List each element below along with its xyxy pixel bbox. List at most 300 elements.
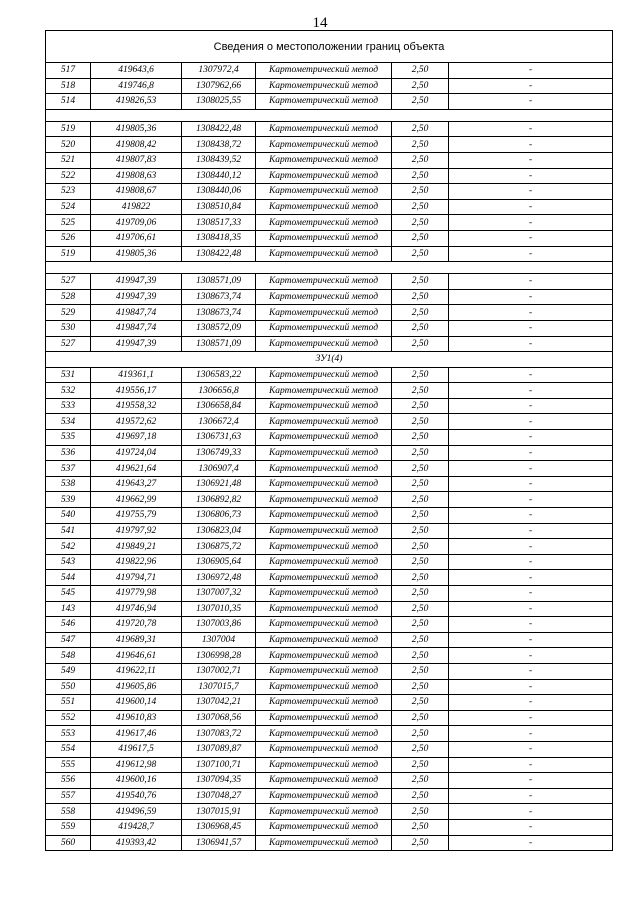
point-number-cell: 550 bbox=[46, 679, 91, 695]
table-row bbox=[46, 184, 613, 200]
method-cell: Картометрический метод bbox=[256, 152, 392, 168]
section-separator bbox=[46, 109, 613, 121]
method-cell: Картометрический метод bbox=[256, 398, 392, 414]
description-cell: - bbox=[449, 773, 613, 789]
accuracy-cell: 2,50 bbox=[392, 757, 449, 773]
section-separator bbox=[46, 262, 613, 274]
method-cell: Картометрический метод bbox=[256, 679, 392, 695]
accuracy-cell: 2,50 bbox=[392, 199, 449, 215]
method-cell: Картометрический метод bbox=[256, 184, 392, 200]
description-cell: - bbox=[449, 137, 613, 153]
y-coordinate-cell: 1307004 bbox=[182, 632, 256, 648]
x-coordinate-cell: 419755,79 bbox=[91, 508, 182, 524]
point-number-cell: 552 bbox=[46, 710, 91, 726]
description-cell: - bbox=[449, 679, 613, 695]
y-coordinate-cell: 1307002,71 bbox=[182, 663, 256, 679]
accuracy-cell: 2,50 bbox=[392, 230, 449, 246]
table-row bbox=[46, 788, 613, 804]
method-cell: Картометрический метод bbox=[256, 601, 392, 617]
x-coordinate-cell: 419807,83 bbox=[91, 152, 182, 168]
x-coordinate-cell: 419947,39 bbox=[91, 289, 182, 305]
method-cell: Картометрический метод bbox=[256, 246, 392, 262]
x-coordinate-cell: 419610,83 bbox=[91, 710, 182, 726]
method-cell: Картометрический метод bbox=[256, 835, 392, 851]
method-cell: Картометрический метод bbox=[256, 367, 392, 383]
method-cell: Картометрический метод bbox=[256, 78, 392, 94]
point-number-cell: 560 bbox=[46, 835, 91, 851]
method-cell: Картометрический метод bbox=[256, 430, 392, 446]
accuracy-cell: 2,50 bbox=[392, 215, 449, 231]
table-row bbox=[46, 804, 613, 820]
method-cell: Картометрический метод bbox=[256, 63, 392, 79]
point-number-cell: 538 bbox=[46, 476, 91, 492]
accuracy-cell: 2,50 bbox=[392, 663, 449, 679]
point-number-cell: 554 bbox=[46, 741, 91, 757]
y-coordinate-cell: 1308572,09 bbox=[182, 320, 256, 336]
method-cell: Картометрический метод bbox=[256, 199, 392, 215]
accuracy-cell: 2,50 bbox=[392, 367, 449, 383]
x-coordinate-cell: 419643,27 bbox=[91, 476, 182, 492]
method-cell: Картометрический метод bbox=[256, 492, 392, 508]
table-row bbox=[46, 336, 613, 352]
table-row bbox=[46, 121, 613, 137]
accuracy-cell: 2,50 bbox=[392, 601, 449, 617]
accuracy-cell: 2,50 bbox=[392, 137, 449, 153]
description-cell: - bbox=[449, 601, 613, 617]
section-label-row bbox=[46, 352, 613, 368]
method-cell: Картометрический метод bbox=[256, 523, 392, 539]
accuracy-cell: 2,50 bbox=[392, 430, 449, 446]
x-coordinate-cell: 419617,46 bbox=[91, 726, 182, 742]
point-number-cell: 526 bbox=[46, 230, 91, 246]
method-cell: Картометрический метод bbox=[256, 289, 392, 305]
table-row bbox=[46, 554, 613, 570]
method-cell: Картометрический метод bbox=[256, 215, 392, 231]
x-coordinate-cell: 419496,59 bbox=[91, 804, 182, 820]
table-row bbox=[46, 383, 613, 399]
description-cell: - bbox=[449, 78, 613, 94]
point-number-cell: 519 bbox=[46, 121, 91, 137]
y-coordinate-cell: 1306583,22 bbox=[182, 367, 256, 383]
method-cell: Картометрический метод bbox=[256, 168, 392, 184]
accuracy-cell: 2,50 bbox=[392, 804, 449, 820]
table-row bbox=[46, 617, 613, 633]
point-number-cell: 531 bbox=[46, 367, 91, 383]
description-cell: - bbox=[449, 430, 613, 446]
y-coordinate-cell: 1306907,4 bbox=[182, 461, 256, 477]
y-coordinate-cell: 1308673,74 bbox=[182, 289, 256, 305]
boundary-coordinates-table bbox=[45, 30, 613, 851]
method-cell: Картометрический метод bbox=[256, 414, 392, 430]
description-cell: - bbox=[449, 695, 613, 711]
table-row bbox=[46, 320, 613, 336]
accuracy-cell: 2,50 bbox=[392, 414, 449, 430]
point-number-cell: 545 bbox=[46, 586, 91, 602]
point-number-cell: 521 bbox=[46, 152, 91, 168]
method-cell: Картометрический метод bbox=[256, 773, 392, 789]
table-row bbox=[46, 398, 613, 414]
method-cell: Картометрический метод bbox=[256, 508, 392, 524]
method-cell: Картометрический метод bbox=[256, 539, 392, 555]
description-cell: - bbox=[449, 320, 613, 336]
table-row bbox=[46, 523, 613, 539]
y-coordinate-cell: 1307100,71 bbox=[182, 757, 256, 773]
x-coordinate-cell: 419805,36 bbox=[91, 121, 182, 137]
description-cell: - bbox=[449, 230, 613, 246]
y-coordinate-cell: 1307083,72 bbox=[182, 726, 256, 742]
y-coordinate-cell: 1306892,82 bbox=[182, 492, 256, 508]
accuracy-cell: 2,50 bbox=[392, 617, 449, 633]
description-cell: - bbox=[449, 94, 613, 110]
table-row bbox=[46, 695, 613, 711]
x-coordinate-cell: 419808,63 bbox=[91, 168, 182, 184]
method-cell: Картометрический метод bbox=[256, 383, 392, 399]
y-coordinate-cell: 1306731,63 bbox=[182, 430, 256, 446]
description-cell: - bbox=[449, 152, 613, 168]
point-number-cell: 143 bbox=[46, 601, 91, 617]
point-number-cell: 514 bbox=[46, 94, 91, 110]
x-coordinate-cell: 419808,42 bbox=[91, 137, 182, 153]
point-number-cell: 527 bbox=[46, 336, 91, 352]
y-coordinate-cell: 1306749,33 bbox=[182, 445, 256, 461]
method-cell: Картометрический метод bbox=[256, 710, 392, 726]
point-number-cell: 536 bbox=[46, 445, 91, 461]
description-cell: - bbox=[449, 289, 613, 305]
table-row bbox=[46, 741, 613, 757]
y-coordinate-cell: 1306672,4 bbox=[182, 414, 256, 430]
point-number-cell: 517 bbox=[46, 63, 91, 79]
point-number-cell: 528 bbox=[46, 289, 91, 305]
description-cell: - bbox=[449, 648, 613, 664]
table-row bbox=[46, 367, 613, 383]
method-cell: Картометрический метод bbox=[256, 320, 392, 336]
method-cell: Картометрический метод bbox=[256, 741, 392, 757]
accuracy-cell: 2,50 bbox=[392, 570, 449, 586]
table-row bbox=[46, 492, 613, 508]
table-row bbox=[46, 601, 613, 617]
x-coordinate-cell: 419662,99 bbox=[91, 492, 182, 508]
x-coordinate-cell: 419794,71 bbox=[91, 570, 182, 586]
table-row bbox=[46, 679, 613, 695]
description-cell: - bbox=[449, 274, 613, 290]
table-row bbox=[46, 508, 613, 524]
y-coordinate-cell: 1306875,72 bbox=[182, 539, 256, 555]
x-coordinate-cell: 419947,39 bbox=[91, 274, 182, 290]
table-row bbox=[46, 835, 613, 851]
point-number-cell: 537 bbox=[46, 461, 91, 477]
accuracy-cell: 2,50 bbox=[392, 710, 449, 726]
y-coordinate-cell: 1306921,48 bbox=[182, 476, 256, 492]
y-coordinate-cell: 1308517,33 bbox=[182, 215, 256, 231]
method-cell: Картометрический метод bbox=[256, 554, 392, 570]
y-coordinate-cell: 1306823,04 bbox=[182, 523, 256, 539]
table-row bbox=[46, 199, 613, 215]
table-row bbox=[46, 445, 613, 461]
y-coordinate-cell: 1308422,48 bbox=[182, 121, 256, 137]
method-cell: Картометрический метод bbox=[256, 94, 392, 110]
table-row bbox=[46, 168, 613, 184]
y-coordinate-cell: 1306972,48 bbox=[182, 570, 256, 586]
x-coordinate-cell: 419600,16 bbox=[91, 773, 182, 789]
point-number-cell: 551 bbox=[46, 695, 91, 711]
accuracy-cell: 2,50 bbox=[392, 695, 449, 711]
description-cell: - bbox=[449, 804, 613, 820]
x-coordinate-cell: 419361,1 bbox=[91, 367, 182, 383]
method-cell: Картометрический метод bbox=[256, 804, 392, 820]
section-separator-row bbox=[46, 109, 613, 121]
table-row bbox=[46, 230, 613, 246]
point-number-cell: 540 bbox=[46, 508, 91, 524]
point-number-cell: 520 bbox=[46, 137, 91, 153]
section-separator-row bbox=[46, 262, 613, 274]
x-coordinate-cell: 419600,14 bbox=[91, 695, 182, 711]
table-row bbox=[46, 246, 613, 262]
x-coordinate-cell: 419612,98 bbox=[91, 757, 182, 773]
y-coordinate-cell: 1307015,91 bbox=[182, 804, 256, 820]
y-coordinate-cell: 1308439,52 bbox=[182, 152, 256, 168]
x-coordinate-cell: 419797,92 bbox=[91, 523, 182, 539]
x-coordinate-cell: 419605,86 bbox=[91, 679, 182, 695]
accuracy-cell: 2,50 bbox=[392, 63, 449, 79]
description-cell: - bbox=[449, 461, 613, 477]
description-cell: - bbox=[449, 476, 613, 492]
table-row bbox=[46, 586, 613, 602]
x-coordinate-cell: 419621,64 bbox=[91, 461, 182, 477]
accuracy-cell: 2,50 bbox=[392, 819, 449, 835]
point-number-cell: 525 bbox=[46, 215, 91, 231]
y-coordinate-cell: 1308571,09 bbox=[182, 274, 256, 290]
method-cell: Картометрический метод bbox=[256, 230, 392, 246]
description-cell: - bbox=[449, 554, 613, 570]
y-coordinate-cell: 1307007,32 bbox=[182, 586, 256, 602]
y-coordinate-cell: 1307094,35 bbox=[182, 773, 256, 789]
accuracy-cell: 2,50 bbox=[392, 554, 449, 570]
method-cell: Картометрический метод bbox=[256, 461, 392, 477]
x-coordinate-cell: 419746,94 bbox=[91, 601, 182, 617]
accuracy-cell: 2,50 bbox=[392, 539, 449, 555]
method-cell: Картометрический метод bbox=[256, 137, 392, 153]
method-cell: Картометрический метод bbox=[256, 476, 392, 492]
x-coordinate-cell: 419849,21 bbox=[91, 539, 182, 555]
method-cell: Картометрический метод bbox=[256, 617, 392, 633]
accuracy-cell: 2,50 bbox=[392, 586, 449, 602]
description-cell: - bbox=[449, 367, 613, 383]
table-row bbox=[46, 757, 613, 773]
y-coordinate-cell: 1307068,56 bbox=[182, 710, 256, 726]
description-cell: - bbox=[449, 523, 613, 539]
accuracy-cell: 2,50 bbox=[392, 152, 449, 168]
accuracy-cell: 2,50 bbox=[392, 398, 449, 414]
point-number-cell: 518 bbox=[46, 78, 91, 94]
point-number-cell: 549 bbox=[46, 663, 91, 679]
x-coordinate-cell: 419746,8 bbox=[91, 78, 182, 94]
point-number-cell: 532 bbox=[46, 383, 91, 399]
point-number-cell: 534 bbox=[46, 414, 91, 430]
method-cell: Картометрический метод bbox=[256, 336, 392, 352]
description-cell: - bbox=[449, 215, 613, 231]
point-number-cell: 544 bbox=[46, 570, 91, 586]
y-coordinate-cell: 1308418,35 bbox=[182, 230, 256, 246]
accuracy-cell: 2,50 bbox=[392, 246, 449, 262]
point-number-cell: 556 bbox=[46, 773, 91, 789]
description-cell: - bbox=[449, 336, 613, 352]
method-cell: Картометрический метод bbox=[256, 274, 392, 290]
table-row bbox=[46, 648, 613, 664]
y-coordinate-cell: 1307972,4 bbox=[182, 63, 256, 79]
description-cell: - bbox=[449, 508, 613, 524]
x-coordinate-cell: 419646,61 bbox=[91, 648, 182, 664]
point-number-cell: 559 bbox=[46, 819, 91, 835]
point-number-cell: 547 bbox=[46, 632, 91, 648]
x-coordinate-cell: 419558,32 bbox=[91, 398, 182, 414]
x-coordinate-cell: 419689,31 bbox=[91, 632, 182, 648]
y-coordinate-cell: 1307003,86 bbox=[182, 617, 256, 633]
accuracy-cell: 2,50 bbox=[392, 788, 449, 804]
point-number-cell: 548 bbox=[46, 648, 91, 664]
description-cell: - bbox=[449, 570, 613, 586]
method-cell: Картометрический метод bbox=[256, 586, 392, 602]
y-coordinate-cell: 1308673,74 bbox=[182, 305, 256, 321]
method-cell: Картометрический метод bbox=[256, 648, 392, 664]
point-number-cell: 557 bbox=[46, 788, 91, 804]
description-cell: - bbox=[449, 184, 613, 200]
table-row bbox=[46, 710, 613, 726]
accuracy-cell: 2,50 bbox=[392, 679, 449, 695]
x-coordinate-cell: 419540,76 bbox=[91, 788, 182, 804]
y-coordinate-cell: 1306998,28 bbox=[182, 648, 256, 664]
point-number-cell: 529 bbox=[46, 305, 91, 321]
table-row bbox=[46, 94, 613, 110]
x-coordinate-cell: 419822 bbox=[91, 199, 182, 215]
table-row bbox=[46, 570, 613, 586]
description-cell: - bbox=[449, 757, 613, 773]
x-coordinate-cell: 419720,78 bbox=[91, 617, 182, 633]
accuracy-cell: 2,50 bbox=[392, 320, 449, 336]
table-row bbox=[46, 305, 613, 321]
table-row bbox=[46, 726, 613, 742]
y-coordinate-cell: 1306941,57 bbox=[182, 835, 256, 851]
method-cell: Картометрический метод bbox=[256, 121, 392, 137]
page-number: 14 bbox=[312, 15, 328, 31]
accuracy-cell: 2,50 bbox=[392, 773, 449, 789]
description-cell: - bbox=[449, 383, 613, 399]
point-number-cell: 519 bbox=[46, 246, 91, 262]
table-row bbox=[46, 663, 613, 679]
method-cell: Картометрический метод bbox=[256, 788, 392, 804]
method-cell: Картометрический метод bbox=[256, 445, 392, 461]
method-cell: Картометрический метод bbox=[256, 757, 392, 773]
point-number-cell: 523 bbox=[46, 184, 91, 200]
accuracy-cell: 2,50 bbox=[392, 121, 449, 137]
description-cell: - bbox=[449, 398, 613, 414]
table-row bbox=[46, 414, 613, 430]
table-title: Сведения о местоположении границ объекта bbox=[46, 31, 613, 63]
description-cell: - bbox=[449, 835, 613, 851]
y-coordinate-cell: 1307042,21 bbox=[182, 695, 256, 711]
x-coordinate-cell: 419847,74 bbox=[91, 305, 182, 321]
description-cell: - bbox=[449, 726, 613, 742]
description-cell: - bbox=[449, 788, 613, 804]
table-row bbox=[46, 63, 613, 79]
accuracy-cell: 2,50 bbox=[392, 184, 449, 200]
y-coordinate-cell: 1307962,66 bbox=[182, 78, 256, 94]
y-coordinate-cell: 1306806,73 bbox=[182, 508, 256, 524]
point-number-cell: 530 bbox=[46, 320, 91, 336]
x-coordinate-cell: 419556,17 bbox=[91, 383, 182, 399]
table-row bbox=[46, 152, 613, 168]
description-cell: - bbox=[449, 741, 613, 757]
table-row bbox=[46, 476, 613, 492]
y-coordinate-cell: 1308440,12 bbox=[182, 168, 256, 184]
point-number-cell: 543 bbox=[46, 554, 91, 570]
description-cell: - bbox=[449, 632, 613, 648]
y-coordinate-cell: 1308438,72 bbox=[182, 137, 256, 153]
accuracy-cell: 2,50 bbox=[392, 305, 449, 321]
y-coordinate-cell: 1308571,09 bbox=[182, 336, 256, 352]
x-coordinate-cell: 419697,18 bbox=[91, 430, 182, 446]
accuracy-cell: 2,50 bbox=[392, 461, 449, 477]
table-row bbox=[46, 215, 613, 231]
description-cell: - bbox=[449, 168, 613, 184]
x-coordinate-cell: 419822,96 bbox=[91, 554, 182, 570]
point-number-cell: 558 bbox=[46, 804, 91, 820]
accuracy-cell: 2,50 bbox=[392, 523, 449, 539]
description-cell: - bbox=[449, 121, 613, 137]
point-number-cell: 539 bbox=[46, 492, 91, 508]
point-number-cell: 535 bbox=[46, 430, 91, 446]
method-cell: Картометрический метод bbox=[256, 570, 392, 586]
description-cell: - bbox=[449, 710, 613, 726]
description-cell: - bbox=[449, 617, 613, 633]
accuracy-cell: 2,50 bbox=[392, 274, 449, 290]
description-cell: - bbox=[449, 663, 613, 679]
table-row bbox=[46, 539, 613, 555]
method-cell: Картометрический метод bbox=[256, 663, 392, 679]
point-number-cell: 553 bbox=[46, 726, 91, 742]
description-cell: - bbox=[449, 819, 613, 835]
description-cell: - bbox=[449, 586, 613, 602]
description-cell: - bbox=[449, 63, 613, 79]
accuracy-cell: 2,50 bbox=[392, 383, 449, 399]
point-number-cell: 522 bbox=[46, 168, 91, 184]
point-number-cell: 555 bbox=[46, 757, 91, 773]
method-cell: Картометрический метод bbox=[256, 632, 392, 648]
x-coordinate-cell: 419847,74 bbox=[91, 320, 182, 336]
x-coordinate-cell: 419643,6 bbox=[91, 63, 182, 79]
accuracy-cell: 2,50 bbox=[392, 632, 449, 648]
point-number-cell: 546 bbox=[46, 617, 91, 633]
x-coordinate-cell: 419724,04 bbox=[91, 445, 182, 461]
table-row bbox=[46, 632, 613, 648]
x-coordinate-cell: 419947,39 bbox=[91, 336, 182, 352]
table-row bbox=[46, 773, 613, 789]
x-coordinate-cell: 419706,61 bbox=[91, 230, 182, 246]
accuracy-cell: 2,50 bbox=[392, 168, 449, 184]
x-coordinate-cell: 419826,53 bbox=[91, 94, 182, 110]
table-row bbox=[46, 274, 613, 290]
method-cell: Картометрический метод bbox=[256, 819, 392, 835]
description-cell: - bbox=[449, 539, 613, 555]
x-coordinate-cell: 419779,98 bbox=[91, 586, 182, 602]
y-coordinate-cell: 1307010,35 bbox=[182, 601, 256, 617]
accuracy-cell: 2,50 bbox=[392, 94, 449, 110]
x-coordinate-cell: 419393,42 bbox=[91, 835, 182, 851]
x-coordinate-cell: 419808,67 bbox=[91, 184, 182, 200]
table-title-row bbox=[46, 31, 613, 63]
y-coordinate-cell: 1306656,8 bbox=[182, 383, 256, 399]
accuracy-cell: 2,50 bbox=[392, 508, 449, 524]
x-coordinate-cell: 419572,62 bbox=[91, 414, 182, 430]
